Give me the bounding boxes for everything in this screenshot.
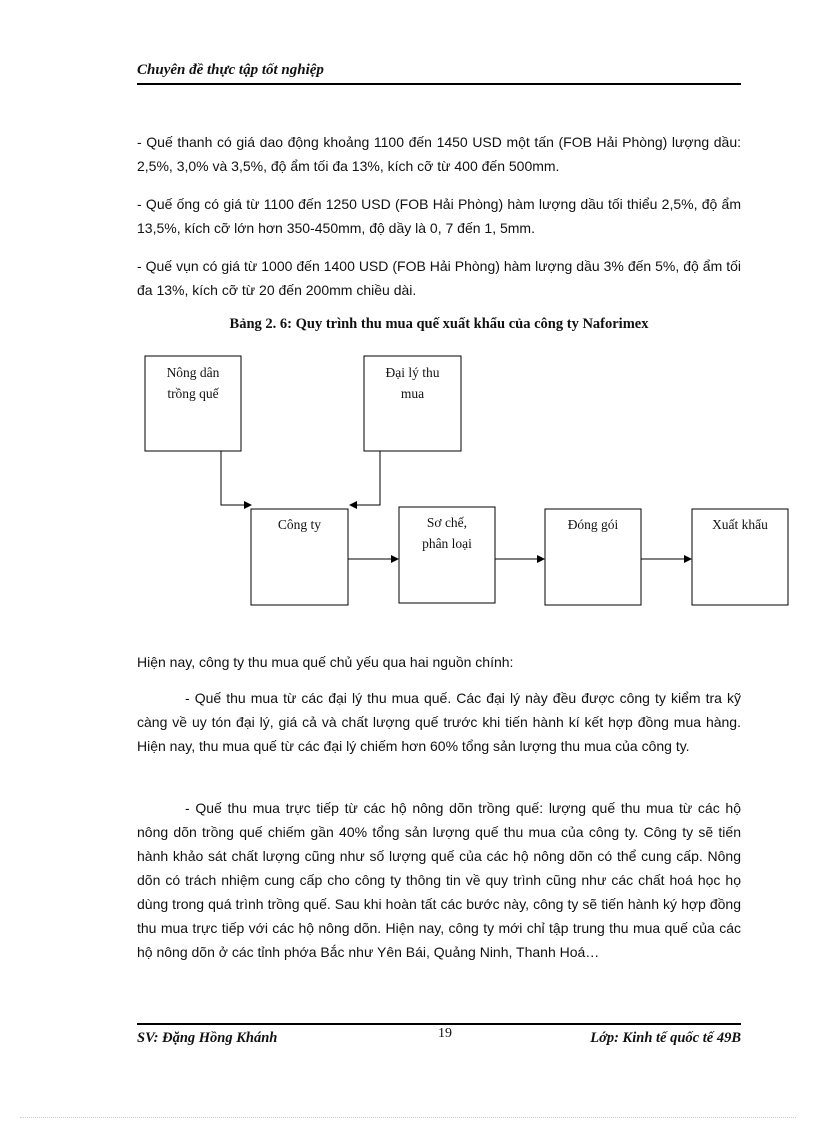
arrow-farmers-to-company: [221, 451, 251, 505]
node-label-farmers: Nông dân trồng quế: [166, 365, 220, 401]
node-label-company: Công ty: [277, 517, 322, 532]
paragraph-source-farmers: - Quế thu mua trực tiếp từ các hộ nông dõn trồng quế: lượng quế thu mua từ các hộ nông dõn trồng quế chiếm gần 40% tổng sản lượng quế thu mua của công ty. Công ty sẽ tiến hành khảo sát chất lượng cũng như số lượng quế của các hộ nông dõn có thể cung cấp. Nông dõn có trách nhiệm cung cấp cho công ty thông tin về quy trình cũng như các chất hoá học họ dùng trong quá trình trồng quế. Sau khi hoàn tất các bước này, công ty sẽ tiến hành ký hợp đồng thu mua trực tiếp với các hộ nông dõn. Hiện nay, công ty mới chỉ tập trung thu mua quế của các hộ nông dõn ở các tỉnh phớa Bắc như Yên Bái, Quảng Ninh, Thanh Hoá…: [137, 800, 741, 960]
paragraph-cinnamon-tubes: - Quế ống có giá từ 1100 đến 1250 USD (FOB Hải Phòng) hàm lượng dầu tối thiểu 2,5%, độ ẩm 13,5%, kích cỡ lớn hơn 350-450mm, độ dầy là 0, 7 đến 1, 5mm.: [137, 196, 741, 236]
node-label-processing: Sơ chế, phân loại: [422, 515, 472, 551]
page-number: 19: [438, 1026, 452, 1041]
paragraph-cinnamon-sticks: - Quế thanh có giá dao động khoảng 1100 đến 1450 USD một tấn (FOB Hải Phòng) lượng dầu: 2,5%, 3,0% và 3,5%, độ ẩm tối đa 13%, kích cỡ từ 400 đến 500mm.: [137, 134, 741, 174]
diagram-caption: Bảng 2. 6: Quy trình thu mua quế xuất khẩu của công ty Naforimex: [229, 316, 649, 332]
paragraph-cinnamon-broken: - Quế vụn có giá từ 1000 đến 1400 USD (FOB Hải Phòng) hàm lượng dầu 3% đến 5%, độ ẩm tối đa 13%, kích cỡ từ 20 đến 200mm chiều dài.: [137, 258, 741, 298]
footer-class: Lớp: Kinh tế quốc tế 49B: [590, 1030, 741, 1046]
footer-student: SV: Đặng Hồng Khánh: [137, 1030, 278, 1046]
paragraph-intro: Hiện nay, công ty thu mua quế chủ yếu qua hai nguồn chính:: [137, 654, 514, 670]
running-header: Chuyên đề thực tập tốt nghiệp: [137, 62, 324, 78]
paragraph-source-agents: - Quế thu mua từ các đại lý thu mua quế. Các đại lý này đều được công ty kiểm tra kỹ càng về uy tón đại lý, giá cả và chất lượng quế trước khi tiến hành kí kết hợp đồng mua hàng. Hiện nay, thu mua quế từ các đại lý chiếm hơn 60% tổng sản lượng thu mua của công ty.: [137, 690, 741, 754]
arrow-agents-to-company: [350, 451, 380, 505]
node-label-packing: Đóng gói: [567, 517, 619, 532]
footer-rule: [137, 1023, 741, 1025]
page-edge-divider: [20, 1117, 796, 1118]
node-label-export: Xuất khẩu: [712, 517, 768, 532]
node-label-agents: Đại lý thu mua: [385, 365, 440, 401]
